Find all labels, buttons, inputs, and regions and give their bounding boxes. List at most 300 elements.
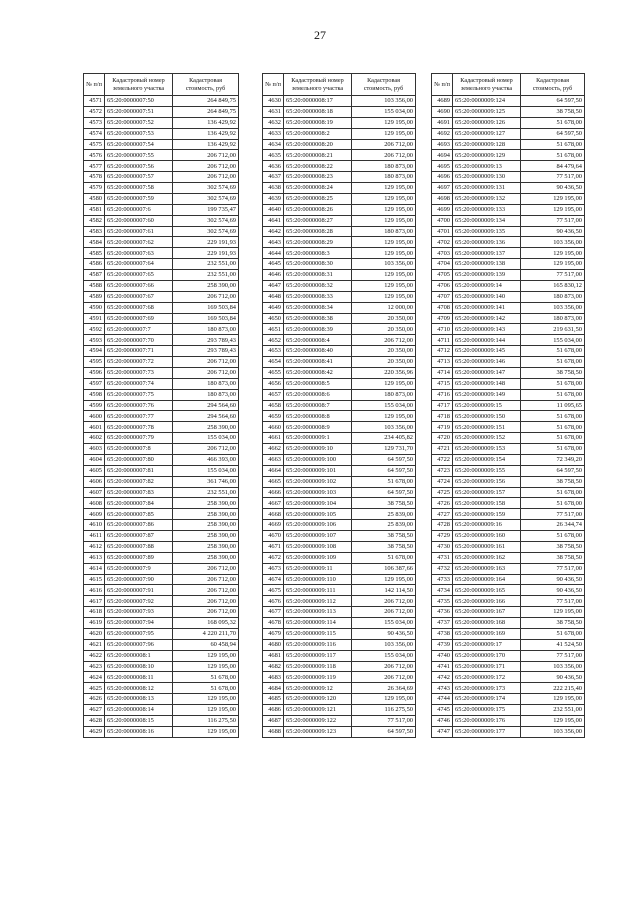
cadastral-value: 129 195,00 [352,574,416,585]
row-number: 4640 [263,204,284,215]
cadastral-number: 65:20:0000007:86 [105,520,173,531]
row-number: 4571 [84,96,105,107]
table-row [263,313,416,324]
table-row [84,357,239,368]
table-row [84,596,239,607]
row-number: 4612 [84,541,105,552]
table-row [84,715,239,726]
cadastral-value: 60 458,94 [173,639,239,650]
row-number: 4672 [263,552,284,563]
cadastral-value: 38 758,50 [521,618,585,629]
table-row [263,596,416,607]
header-cadastral-number: Кадастровый номер земельного участка [105,74,173,96]
row-number: 4701 [432,226,453,237]
table-row [84,520,239,531]
header-cadastral-number: Кадастровый номер земельного участка [453,74,521,96]
cadastral-number: 65:20:0000009:16 [453,520,521,531]
cadastral-number: 65:20:0000007:9 [105,563,173,574]
cadastral-number: 65:20:0000009:131 [453,183,521,194]
cadastral-value: 302 574,69 [173,183,239,194]
row-number: 4725 [432,487,453,498]
cadastral-number: 65:20:0000007:62 [105,237,173,248]
cadastral-value: 199 735,47 [173,204,239,215]
cadastral-value: 25 839,00 [352,509,416,520]
table-row [432,607,585,618]
cadastral-number: 65:20:0000009:147 [453,367,521,378]
cadastral-number: 65:20:0000009:14 [453,280,521,291]
cadastral-value: 129 731,70 [352,444,416,455]
row-number: 4747 [432,726,453,737]
row-number: 4610 [84,520,105,531]
cadastral-number: 65:20:0000009:158 [453,498,521,509]
table-row [432,487,585,498]
row-number: 4704 [432,259,453,270]
row-number: 4656 [263,378,284,389]
row-number: 4745 [432,705,453,716]
cadastral-value: 64 597,50 [521,128,585,139]
row-number: 4595 [84,357,105,368]
cadastral-value: 129 195,00 [352,411,416,422]
cadastral-value: 229 191,93 [173,248,239,259]
table-row [432,226,585,237]
cadastral-number: 65:20:0000009:100 [284,454,352,465]
cadastral-value: 103 356,00 [521,302,585,313]
table-row [84,531,239,542]
cadastral-value: 129 195,00 [352,204,416,215]
cadastral-number: 65:20:0000009:173 [453,683,521,694]
cadastral-number: 65:20:0000007:96 [105,639,173,650]
cadastral-value: 302 574,69 [173,226,239,237]
cadastral-number: 65:20:0000008:18 [284,106,352,117]
table-row [432,291,585,302]
table-row [432,400,585,411]
row-number: 4573 [84,117,105,128]
cadastral-number: 65:20:0000009:108 [284,541,352,552]
row-number: 4727 [432,509,453,520]
cadastral-value: 232 551,00 [173,487,239,498]
cadastral-number: 65:20:0000008:5 [284,378,352,389]
cadastral-number: 65:20:0000009:13 [453,161,521,172]
cadastral-number: 65:20:0000008:31 [284,270,352,281]
table-row [263,628,416,639]
cadastral-number: 65:20:0000009:162 [453,552,521,563]
cadastral-number: 65:20:0000009:102 [284,476,352,487]
table-row [263,650,416,661]
cadastral-value: 38 758,50 [521,552,585,563]
cadastral-number: 65:20:0000009:146 [453,357,521,368]
row-number: 4636 [263,161,284,172]
row-number: 4642 [263,226,284,237]
table-row [84,454,239,465]
row-number: 4737 [432,618,453,629]
cadastral-value: 51 678,00 [352,552,416,563]
table-row [263,378,416,389]
cadastral-value: 264 849,75 [173,96,239,107]
row-number: 4686 [263,705,284,716]
cadastral-value: 180 873,00 [352,389,416,400]
cadastral-value: 116 275,50 [352,705,416,716]
table-row [84,161,239,172]
cadastral-value: 142 114,50 [352,585,416,596]
cadastral-number: 65:20:0000008:11 [105,672,173,683]
table-row [263,639,416,650]
row-number: 4730 [432,541,453,552]
table-row [263,335,416,346]
table-row [432,237,585,248]
cadastral-value: 206 712,00 [173,563,239,574]
row-number: 4742 [432,672,453,683]
table-row [84,607,239,618]
row-number: 4648 [263,291,284,302]
row-number: 4743 [432,683,453,694]
row-number: 4728 [432,520,453,531]
cadastral-value: 180 873,00 [173,324,239,335]
table-row [263,520,416,531]
cadastral-value: 155 034,00 [173,433,239,444]
cadastral-number: 65:20:0000007:94 [105,618,173,629]
table-row [263,291,416,302]
cadastral-value: 64 597,50 [352,454,416,465]
row-number: 4581 [84,204,105,215]
row-number: 4617 [84,596,105,607]
row-number: 4644 [263,248,284,259]
cadastral-value: 77 517,00 [521,650,585,661]
cadastral-value: 169 503,84 [173,313,239,324]
cadastral-number: 65:20:0000009:135 [453,226,521,237]
cadastral-value: 155 034,00 [352,106,416,117]
row-number: 4723 [432,465,453,476]
table-row [432,378,585,389]
table-row [263,302,416,313]
table-row [263,618,416,629]
cadastral-number: 65:20:0000007:56 [105,161,173,172]
cadastral-value: 51 678,00 [521,357,585,368]
table-row [84,389,239,400]
cadastral-number: 65:20:0000009:156 [453,476,521,487]
cadastral-number: 65:20:0000007:55 [105,150,173,161]
row-number: 4584 [84,237,105,248]
row-number: 4706 [432,280,453,291]
row-number: 4677 [263,607,284,618]
row-number: 4634 [263,139,284,150]
cadastral-number: 65:20:0000007:82 [105,476,173,487]
table-row [84,324,239,335]
cadastral-number: 65:20:0000007:72 [105,357,173,368]
cadastral-value: 38 758,50 [521,367,585,378]
row-number: 4651 [263,324,284,335]
table-row [263,270,416,281]
cadastral-number: 65:20:0000009:126 [453,117,521,128]
cadastral-value: 361 746,00 [173,476,239,487]
cadastral-value: 129 195,00 [352,183,416,194]
table-row [263,215,416,226]
table-row [263,161,416,172]
table-row [84,563,239,574]
table-row [432,683,585,694]
cadastral-number: 65:20:0000008:33 [284,291,352,302]
cadastral-value: 90 436,50 [521,585,585,596]
row-number: 4702 [432,237,453,248]
cadastral-number: 65:20:0000008:8 [284,411,352,422]
row-number: 4576 [84,150,105,161]
row-number: 4603 [84,444,105,455]
cadastral-number: 65:20:0000008:1 [105,650,173,661]
cadastral-number: 65:20:0000009:175 [453,705,521,716]
cadastral-number: 65:20:0000009:155 [453,465,521,476]
table-row [432,193,585,204]
table-row [84,117,239,128]
cadastral-number: 65:20:0000009:122 [284,715,352,726]
cadastral-number: 65:20:0000009:134 [453,215,521,226]
row-number: 4605 [84,465,105,476]
table-row [432,498,585,509]
table-row [432,585,585,596]
row-number: 4632 [263,117,284,128]
cadastral-value: 77 517,00 [352,715,416,726]
cadastral-value: 129 195,00 [521,607,585,618]
row-number: 4732 [432,563,453,574]
cadastral-number: 65:20:0000009:127 [453,128,521,139]
table-row [432,422,585,433]
row-number: 4715 [432,378,453,389]
table-row [263,563,416,574]
table-row [84,172,239,183]
table-row [432,476,585,487]
table-row [432,574,585,585]
cadastral-number: 65:20:0000009:139 [453,270,521,281]
cadastral-value: 38 758,50 [352,541,416,552]
cadastral-number: 65:20:0000008:2 [284,128,352,139]
cadastral-number: 65:20:0000009:130 [453,172,521,183]
cadastral-value: 103 356,00 [352,96,416,107]
cadastral-value: 51 678,00 [521,411,585,422]
cadastral-value: 51 678,00 [352,476,416,487]
row-number: 4700 [432,215,453,226]
table-row [432,302,585,313]
cadastral-number: 65:20:0000007:52 [105,117,173,128]
cadastral-number: 65:20:0000008:38 [284,313,352,324]
cadastral-value: 219 631,50 [521,324,585,335]
cadastral-value: 38 758,50 [521,541,585,552]
row-number: 4699 [432,204,453,215]
row-number: 4638 [263,183,284,194]
row-number: 4746 [432,715,453,726]
cadastral-value: 294 564,60 [173,411,239,422]
cadastral-number: 65:20:0000008:34 [284,302,352,313]
table-row [84,694,239,705]
cadastral-value: 258 390,00 [173,520,239,531]
cadastral-number: 65:20:0000008:22 [284,161,352,172]
cadastral-value: 232 551,00 [173,259,239,270]
cadastral-value: 72 349,20 [521,454,585,465]
table-row [432,324,585,335]
table-row [432,161,585,172]
cadastral-number: 65:20:0000007:8 [105,444,173,455]
row-number: 4708 [432,302,453,313]
table-row [263,541,416,552]
cadastral-number: 65:20:0000009:112 [284,596,352,607]
table-row [84,150,239,161]
table-row [84,106,239,117]
cadastral-value: 206 712,00 [173,291,239,302]
cadastral-number: 65:20:0000009:176 [453,715,521,726]
cadastral-value: 206 712,00 [173,607,239,618]
cadastral-number: 65:20:0000007:64 [105,259,173,270]
row-number: 4718 [432,411,453,422]
cadastral-value: 129 195,00 [173,726,239,737]
cadastral-number: 65:20:0000009:165 [453,585,521,596]
row-number: 4647 [263,280,284,291]
cadastral-number: 65:20:0000008:3 [284,248,352,259]
table-row [432,411,585,422]
cadastral-number: 65:20:0000007:51 [105,106,173,117]
table-row [432,596,585,607]
row-number: 4665 [263,476,284,487]
row-number: 4589 [84,291,105,302]
row-number: 4635 [263,150,284,161]
row-number: 4667 [263,498,284,509]
cadastral-number: 65:20:0000009:151 [453,422,521,433]
cadastral-number: 65:20:0000007:81 [105,465,173,476]
table-row [263,509,416,520]
row-number: 4676 [263,596,284,607]
cadastral-number: 65:20:0000009:167 [453,607,521,618]
cadastral-value: 206 712,00 [173,161,239,172]
cadastral-number: 65:20:0000008:19 [284,117,352,128]
cadastral-value: 180 873,00 [352,172,416,183]
cadastral-number: 65:20:0000008:4 [284,335,352,346]
table-row [263,172,416,183]
cadastral-value: 12 000,00 [352,302,416,313]
row-number: 4739 [432,639,453,650]
cadastral-value: 26 364,69 [352,683,416,694]
row-number: 4696 [432,172,453,183]
cadastral-number: 65:20:0000009:128 [453,139,521,150]
table-row [263,357,416,368]
cadastral-number: 65:20:0000007:74 [105,378,173,389]
table-row [263,715,416,726]
row-number: 4596 [84,367,105,378]
cadastral-number: 65:20:0000007:75 [105,389,173,400]
row-number: 4646 [263,270,284,281]
table-row [432,313,585,324]
table-row [84,683,239,694]
row-number: 4722 [432,454,453,465]
cadastral-number: 65:20:0000007:87 [105,531,173,542]
cadastral-number: 65:20:0000007:80 [105,454,173,465]
cadastral-number: 65:20:0000009:123 [284,726,352,737]
cadastral-value: 90 436,50 [352,628,416,639]
row-number: 4683 [263,672,284,683]
cadastral-value: 294 564,60 [173,400,239,411]
table-row [263,454,416,465]
cadastral-value: 129 195,00 [352,117,416,128]
cadastral-value: 129 195,00 [521,259,585,270]
cadastral-number: 65:20:0000009:101 [284,465,352,476]
cadastral-value: 90 436,50 [521,672,585,683]
cadastral-number: 65:20:0000008:30 [284,259,352,270]
cadastral-number: 65:20:0000008:23 [284,172,352,183]
table-row [432,541,585,552]
row-number: 4692 [432,128,453,139]
row-number: 4654 [263,357,284,368]
cadastral-value: 64 597,50 [352,726,416,737]
cadastral-number: 65:20:0000009:104 [284,498,352,509]
cadastral-value: 206 712,00 [173,367,239,378]
row-number: 4662 [263,444,284,455]
row-number: 4714 [432,367,453,378]
cadastral-number: 65:20:0000009:152 [453,433,521,444]
cadastral-number: 65:20:0000009:142 [453,313,521,324]
cadastral-number: 65:20:0000009:157 [453,487,521,498]
cadastral-value: 129 195,00 [352,215,416,226]
cadastral-value: 206 712,00 [352,335,416,346]
row-number: 4629 [84,726,105,737]
row-number: 4585 [84,248,105,259]
cadastral-number: 65:20:0000008:42 [284,367,352,378]
table-row [263,183,416,194]
row-number: 4624 [84,672,105,683]
table-row [432,531,585,542]
table-row [84,639,239,650]
cadastral-value: 26 344,74 [521,520,585,531]
row-number: 4578 [84,172,105,183]
cadastral-value: 180 873,00 [173,378,239,389]
header-cadastral-value: Кадастровая стоимость, руб [521,74,585,96]
table-row [263,433,416,444]
cadastral-number: 65:20:0000007:83 [105,487,173,498]
cadastral-number: 65:20:0000009:159 [453,509,521,520]
cadastral-number: 65:20:0000008:39 [284,324,352,335]
cadastral-number: 65:20:0000009:11 [284,563,352,574]
table-row [432,552,585,563]
table-header-row [263,74,416,96]
cadastral-number: 65:20:0000007:92 [105,596,173,607]
table-row [263,607,416,618]
cadastral-number: 65:20:0000007:77 [105,411,173,422]
table-row [263,150,416,161]
cadastral-number: 65:20:0000008:15 [105,715,173,726]
table-row [84,96,239,107]
cadastral-value: 51 678,00 [521,389,585,400]
row-number: 4710 [432,324,453,335]
row-number: 4720 [432,433,453,444]
cadastral-value: 180 873,00 [352,226,416,237]
row-number: 4678 [263,618,284,629]
table-row [432,215,585,226]
row-number: 4717 [432,400,453,411]
row-number: 4607 [84,487,105,498]
cadastral-number: 65:20:0000009:111 [284,585,352,596]
row-number: 4649 [263,302,284,313]
cadastral-number: 65:20:0000009:168 [453,618,521,629]
table-row [432,465,585,476]
cadastral-value: 77 517,00 [521,270,585,281]
row-number: 4588 [84,280,105,291]
cadastral-value: 302 574,69 [173,215,239,226]
cadastral-number: 65:20:0000008:14 [105,705,173,716]
cadastral-number: 65:20:0000007:65 [105,270,173,281]
table-row [432,672,585,683]
cadastral-value: 103 356,00 [352,639,416,650]
table-row [84,139,239,150]
row-number: 4643 [263,237,284,248]
table-row [263,531,416,542]
table-row [84,313,239,324]
cadastral-value: 206 712,00 [173,150,239,161]
row-number: 4645 [263,259,284,270]
row-number: 4611 [84,531,105,542]
